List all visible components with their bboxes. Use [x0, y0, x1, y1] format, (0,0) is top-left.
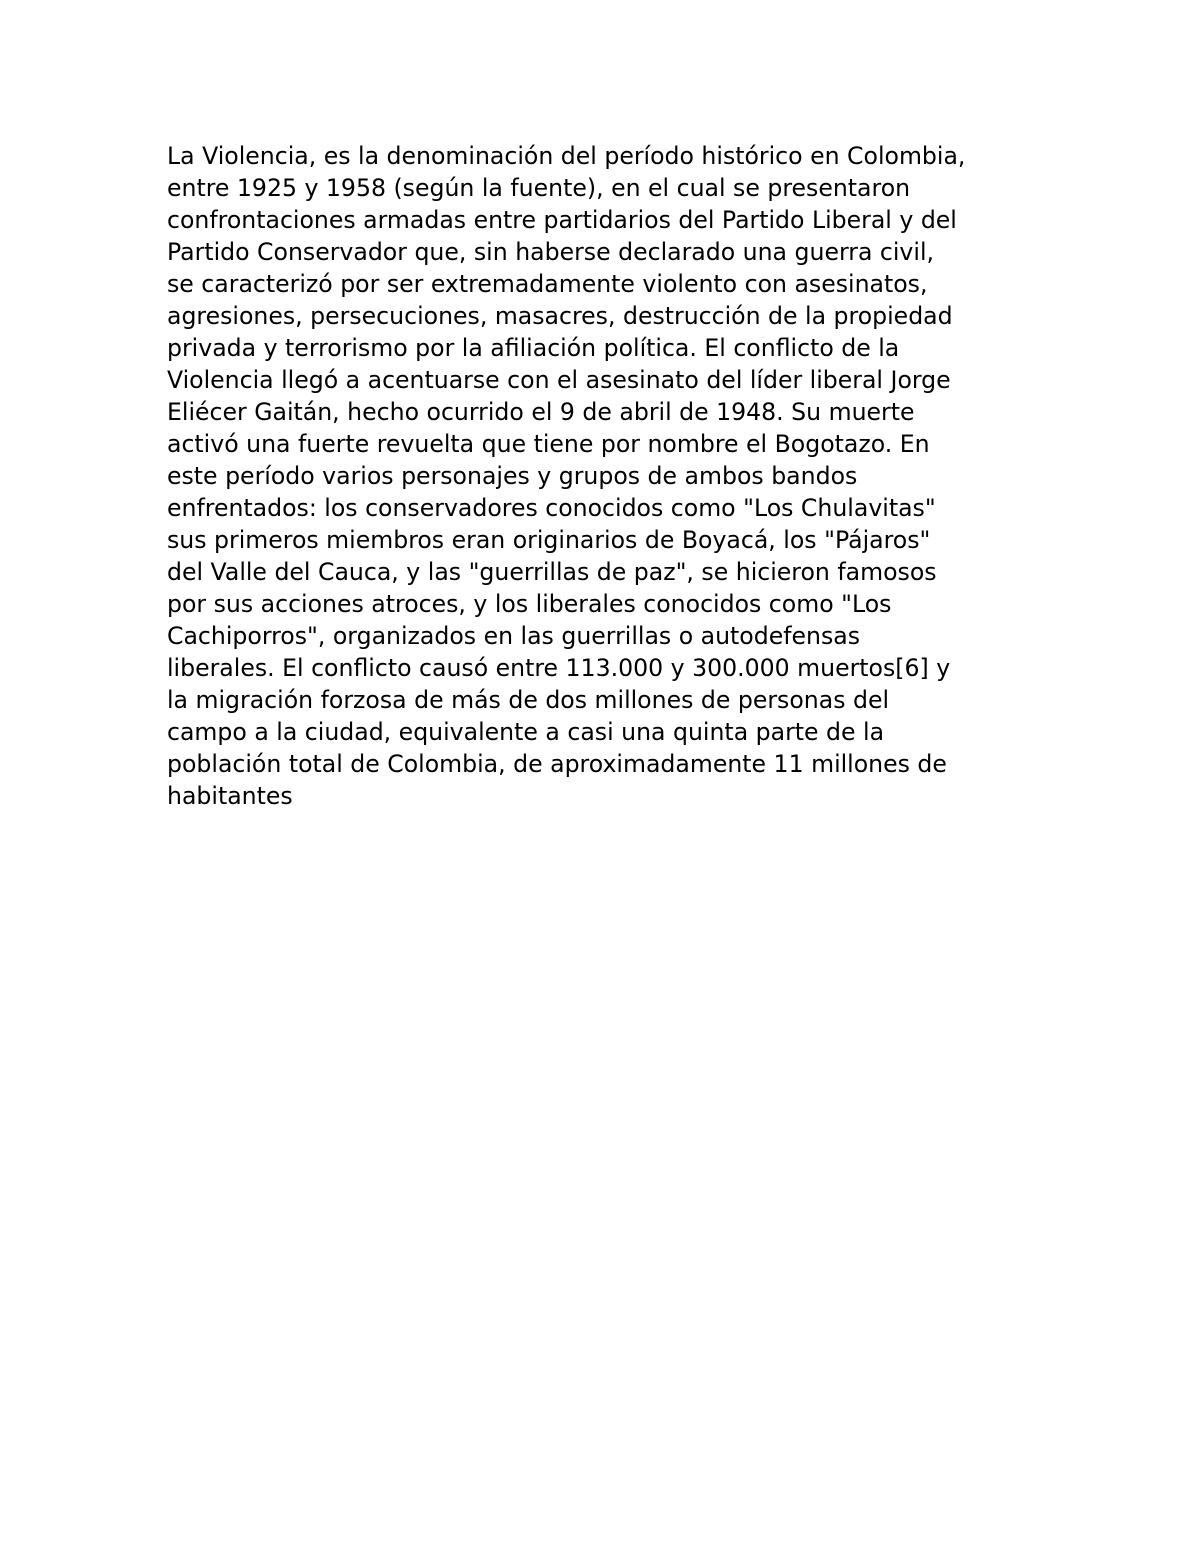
paragraph-line: Eliécer Gaitán, hecho ocurrido el 9 de abril de 1948. Su muerte: [167, 398, 915, 426]
paragraph-line: privada y terrorismo por la afiliación política. El conflicto de la: [167, 334, 900, 362]
paragraph-line: por sus acciones atroces, y los liberales conocidos como "Los: [167, 590, 892, 618]
paragraph-line: se caracterizó por ser extremadamente violento con asesinatos,: [167, 270, 928, 298]
paragraph-line: liberales. El conflicto causó entre 113.000 y 300.000 muertos[6] y: [167, 654, 951, 682]
body-paragraph: [167, 140, 1047, 812]
paragraph-line: Cachiporros", organizados en las guerrillas o autodefensas: [167, 622, 861, 650]
paragraph-line: este período varios personajes y grupos de ambos bandos: [167, 462, 858, 490]
paragraph-line: confrontaciones armadas entre partidarios del Partido Liberal y del: [167, 206, 957, 234]
paragraph-line: población total de Colombia, de aproximadamente 11 millones de: [167, 750, 947, 778]
paragraph-line: Violencia llegó a acentuarse con el asesinato del líder liberal Jorge: [167, 366, 951, 394]
paragraph-line: activó una fuerte revuelta que tiene por nombre el Bogotazo. En: [167, 430, 930, 458]
paragraph-line: La Violencia, es la denominación del período histórico en Colombia,: [167, 142, 966, 170]
paragraph-line: agresiones, persecuciones, masacres, destrucción de la propiedad: [167, 302, 953, 330]
paragraph-line: Partido Conservador que, sin haberse declarado una guerra civil,: [167, 238, 935, 266]
paragraph-line: campo a la ciudad, equivalente a casi una quinta parte de la: [167, 718, 885, 746]
paragraph-line: entre 1925 y 1958 (según la fuente), en el cual se presentaron: [167, 174, 911, 202]
paragraph-line: habitantes: [167, 782, 293, 810]
paragraph-line: del Valle del Cauca, y las "guerrillas de paz", se hicieron famosos: [167, 558, 937, 586]
paragraph-line: enfrentados: los conservadores conocidos como "Los Chulavitas": [167, 494, 936, 522]
paragraph-line: la migración forzosa de más de dos millones de personas del: [167, 686, 890, 714]
paragraph-line: sus primeros miembros eran originarios de Boyacá, los "Pájaros": [167, 526, 931, 554]
